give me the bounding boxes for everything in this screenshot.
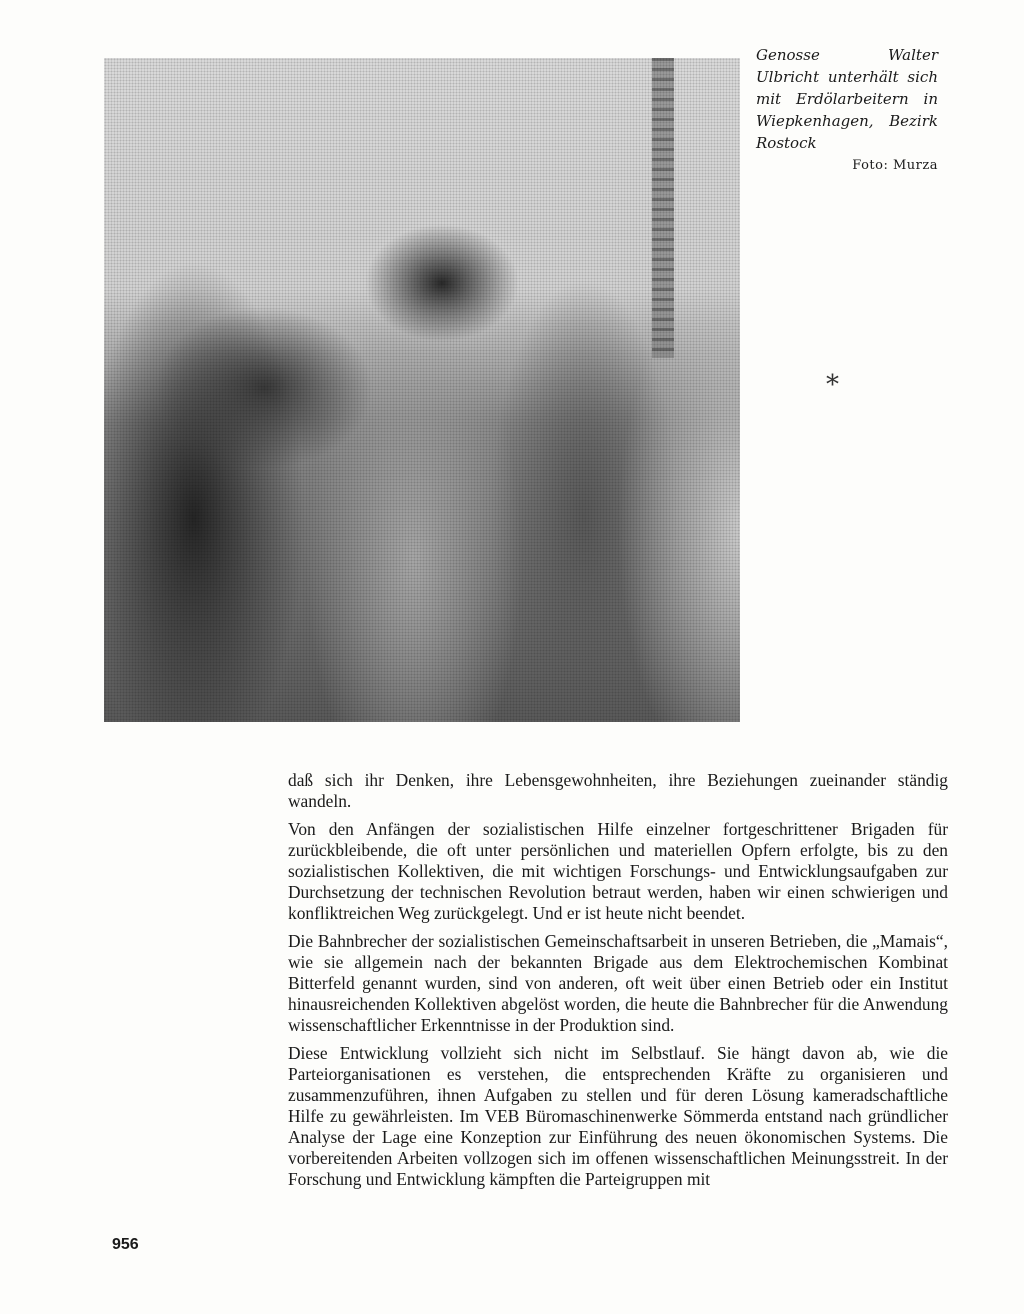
photo-caption: Genosse Walter Ulbricht unterhält sich mit Erdölarbeitern in Wiepkenhagen, Bezirk Rostock [756, 46, 938, 152]
body-text [288, 770, 948, 1197]
paragraph: Diese Entwicklung vollzieht sich nicht im Selbstlauf. Sie hängt davon ab, wie die Parteiorganisationen es verstehen, die entsprechenden Kräfte zu organisieren und zusammenzuführen, ihnen Aufgaben zu stellen und für deren Lösung kameradschaftliche Hilfe zu gewährleisten. Im VEB Büromaschinenwerke Sömmerda entstand nach gründlicher Analyse der Lage eine Konzeption zur Einführung des neuen ökonomischen Systems. Die vorbereitenden Arbeiten vollzogen sich im offenen wissenschaftlichen Meinungsstreit. In der Forschung und Entwicklung kämpften die Parteigruppen mit [288, 1043, 948, 1189]
drilling-mast [652, 58, 674, 358]
page-number: 956 [112, 1236, 139, 1253]
photo-credit: Foto: Murza [852, 158, 938, 173]
paragraph: Die Bahnbrecher der sozialistischen Gemeinschaftsarbeit in unseren Betrieben, die „Mamais“, wie sie allgemein nach der bekannten Brigade aus dem Elektrochemischen Kombinat Bitterfeld genannt wurden, sind von anderen, oft weit über einen Betrieb oder ein Institut hinausreichenden Kollektiven abgelöst worden, die heute die Bahnbrecher für die Anwendung wissenschaftlicher Erkenntnisse in der Produktion sind. [288, 931, 948, 1035]
asterisk-ornament-icon: * [826, 370, 839, 400]
paragraph: Von den Anfängen der sozialistischen Hilfe einzelner fortgeschrittener Brigaden für zurückbleibende, die oft unter persönlichen und materiellen Opfern erfolgte, bis zu den sozialistischen Kollektiven, die mit wichtigen Forschungs- und Entwicklungsaufgaben zur Durchsetzung der technischen Revolution betraut werden, haben wir einen schwierigen und konfliktreichen Weg zurückgelegt. Und er ist heute nicht beendet. [288, 819, 948, 923]
photograph [104, 58, 740, 722]
paragraph: daß sich ihr Denken, ihre Lebensgewohnheiten, ihre Beziehungen zueinander ständig wandeln. [288, 770, 948, 811]
